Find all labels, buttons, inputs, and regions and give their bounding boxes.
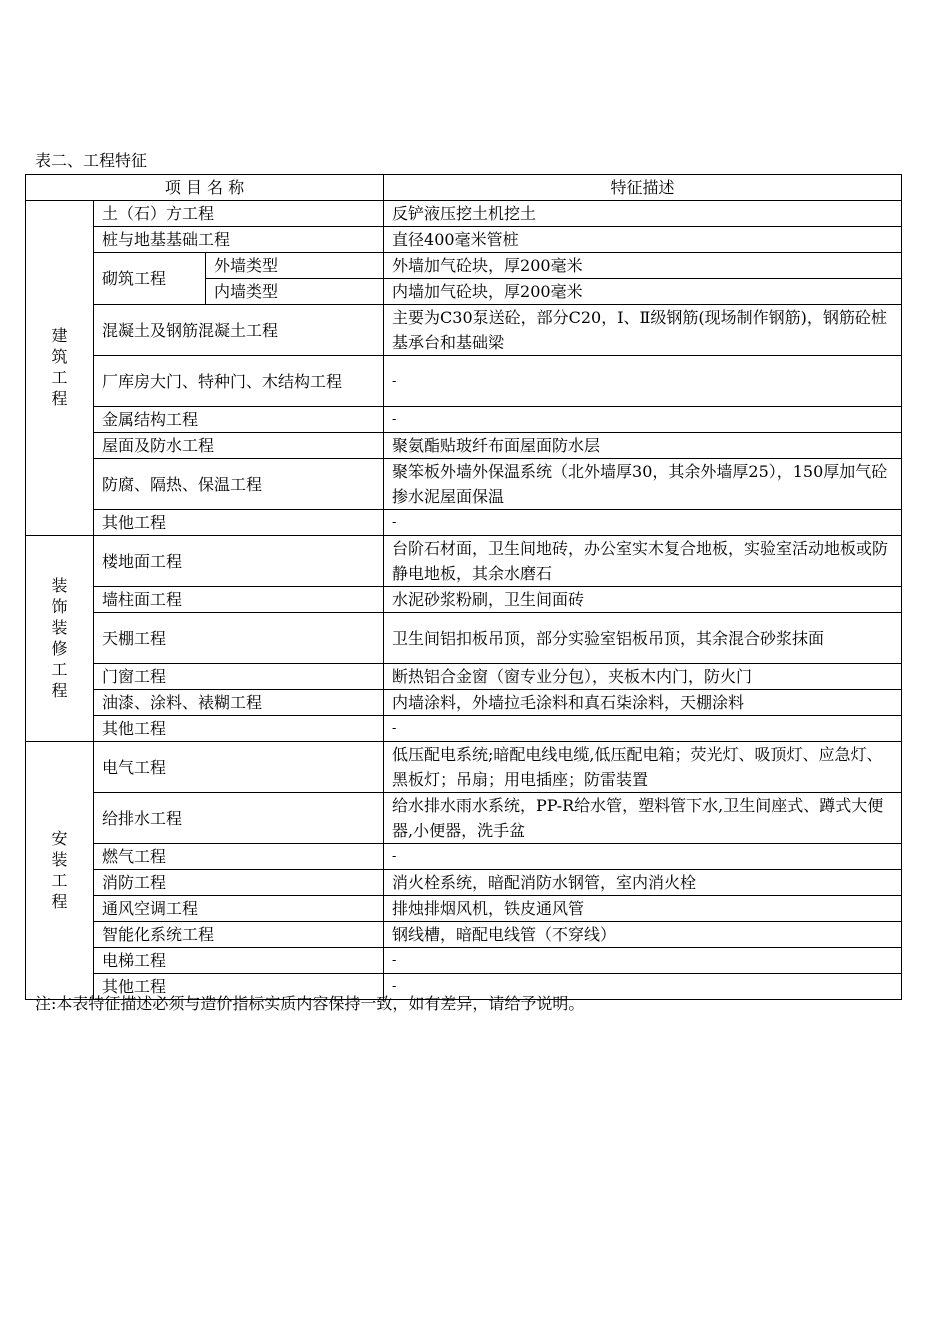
item-desc: 排烛排烟风机，铁皮通风管 xyxy=(384,896,902,922)
item-desc: 直径400毫米管桩 xyxy=(384,227,902,253)
item-desc: 低压配电系统;暗配电线电缆,低压配电箱；荧光灯、吸顶灯、应急灯、黑板灯；吊扇；用电插座；防雷装置 xyxy=(384,742,902,793)
item-name: 砌筑工程 xyxy=(94,253,206,305)
item-name: 天棚工程 xyxy=(94,613,384,664)
table-row xyxy=(26,587,902,613)
item-name: 防腐、隔热、保温工程 xyxy=(94,459,384,510)
table-row xyxy=(26,536,902,587)
item-desc: 内墙涂料，外墙拉毛涂料和真石柒涂料，天棚涂料 xyxy=(384,690,902,716)
feature-table xyxy=(25,174,902,1000)
item-name: 墙柱面工程 xyxy=(94,587,384,613)
item-desc: 反铲液压挖土机挖土 xyxy=(384,201,902,227)
item-desc: - xyxy=(384,510,902,536)
item-desc: 聚氨酯贴玻纤布面屋面防水层 xyxy=(384,433,902,459)
item-name: 其他工程 xyxy=(94,716,384,742)
table-row xyxy=(26,201,902,227)
item-desc: 台阶石材面，卫生间地砖，办公室实木复合地板，实验室活动地板或防静电地板，其余水磨石 xyxy=(384,536,902,587)
item-desc: - xyxy=(384,974,902,1000)
sub-item-name: 内墙类型 xyxy=(206,279,384,305)
table-row xyxy=(26,356,902,407)
sub-item-name: 外墙类型 xyxy=(206,253,384,279)
table-row xyxy=(26,664,902,690)
item-desc: 卫生间铝扣板吊顶，部分实验室铝板吊顶，其余混合砂浆抹面 xyxy=(384,613,902,664)
table-row xyxy=(26,305,902,356)
table-row xyxy=(26,742,902,793)
table-row xyxy=(26,459,902,510)
item-desc: 外墙加气砼块，厚200毫米 xyxy=(384,253,902,279)
table-header-row xyxy=(26,175,902,201)
group-label: 安装工程 xyxy=(26,742,94,1000)
item-name: 门窗工程 xyxy=(94,664,384,690)
item-desc: 钢线槽，暗配电线管（不穿线） xyxy=(384,922,902,948)
table-row xyxy=(26,253,902,279)
group-label: 建筑工程 xyxy=(26,201,94,536)
item-name: 金属结构工程 xyxy=(94,407,384,433)
table-row xyxy=(26,870,902,896)
item-name: 电梯工程 xyxy=(94,948,384,974)
item-name: 智能化系统工程 xyxy=(94,922,384,948)
item-desc: - xyxy=(384,356,902,407)
table-row xyxy=(26,613,902,664)
table-row xyxy=(26,896,902,922)
item-desc: 聚笨板外墙外保温系统（北外墙厚30，其余外墙厚25），150厚加气砼掺水泥屋面保温 xyxy=(384,459,902,510)
item-desc: - xyxy=(384,716,902,742)
item-desc: 水泥砂浆粉刷，卫生间面砖 xyxy=(384,587,902,613)
item-name: 土（石）方工程 xyxy=(94,201,384,227)
header-description: 特征描述 xyxy=(384,175,902,201)
item-desc: 内墙加气砼块，厚200毫米 xyxy=(384,279,902,305)
item-name: 厂库房大门、特种门、木结构工程 xyxy=(94,356,384,407)
table-row xyxy=(26,793,902,844)
table-row xyxy=(26,948,902,974)
item-name: 混凝土及钢筋混凝土工程 xyxy=(94,305,384,356)
item-desc: 断热铝合金窗（窗专业分包），夹板木内门，防火门 xyxy=(384,664,902,690)
table-row xyxy=(26,690,902,716)
table-row xyxy=(26,844,902,870)
group-label: 装饰装修工程 xyxy=(26,536,94,742)
item-name: 桩与地基基础工程 xyxy=(94,227,384,253)
item-name: 其他工程 xyxy=(94,510,384,536)
item-desc: 消火栓系统，暗配消防水钢管，室内消火栓 xyxy=(384,870,902,896)
item-desc: - xyxy=(384,407,902,433)
table-row xyxy=(26,716,902,742)
item-name: 其他工程 xyxy=(94,974,384,1000)
item-name: 消防工程 xyxy=(94,870,384,896)
table-note: 注:本表特征描述必须与造价指标实质内容保持一致，如有差异，请给予说明。 xyxy=(35,994,585,1013)
table-row xyxy=(26,227,902,253)
item-name: 楼地面工程 xyxy=(94,536,384,587)
item-desc: 主要为C30泵送砼，部分C20，Ⅰ、Ⅱ级钢筋(现场制作钢筋)，钢筋砼桩基承台和基础梁 xyxy=(384,305,902,356)
table-row xyxy=(26,407,902,433)
item-name: 油漆、涂料、裱糊工程 xyxy=(94,690,384,716)
item-desc: 给水排水雨水系统，PP-R给水管，塑料管下水,卫生间座式、蹲式大便器,小便器，洗手盆 xyxy=(384,793,902,844)
header-item-name: 项 目 名 称 xyxy=(26,175,384,201)
item-desc: - xyxy=(384,844,902,870)
item-name: 给排水工程 xyxy=(94,793,384,844)
item-name: 屋面及防水工程 xyxy=(94,433,384,459)
table-caption: 表二、工程特征 xyxy=(35,151,148,170)
table-row xyxy=(26,510,902,536)
table-row xyxy=(26,433,902,459)
item-name: 燃气工程 xyxy=(94,844,384,870)
item-desc: - xyxy=(384,948,902,974)
table-row xyxy=(26,922,902,948)
item-name: 电气工程 xyxy=(94,742,384,793)
item-name: 通风空调工程 xyxy=(94,896,384,922)
